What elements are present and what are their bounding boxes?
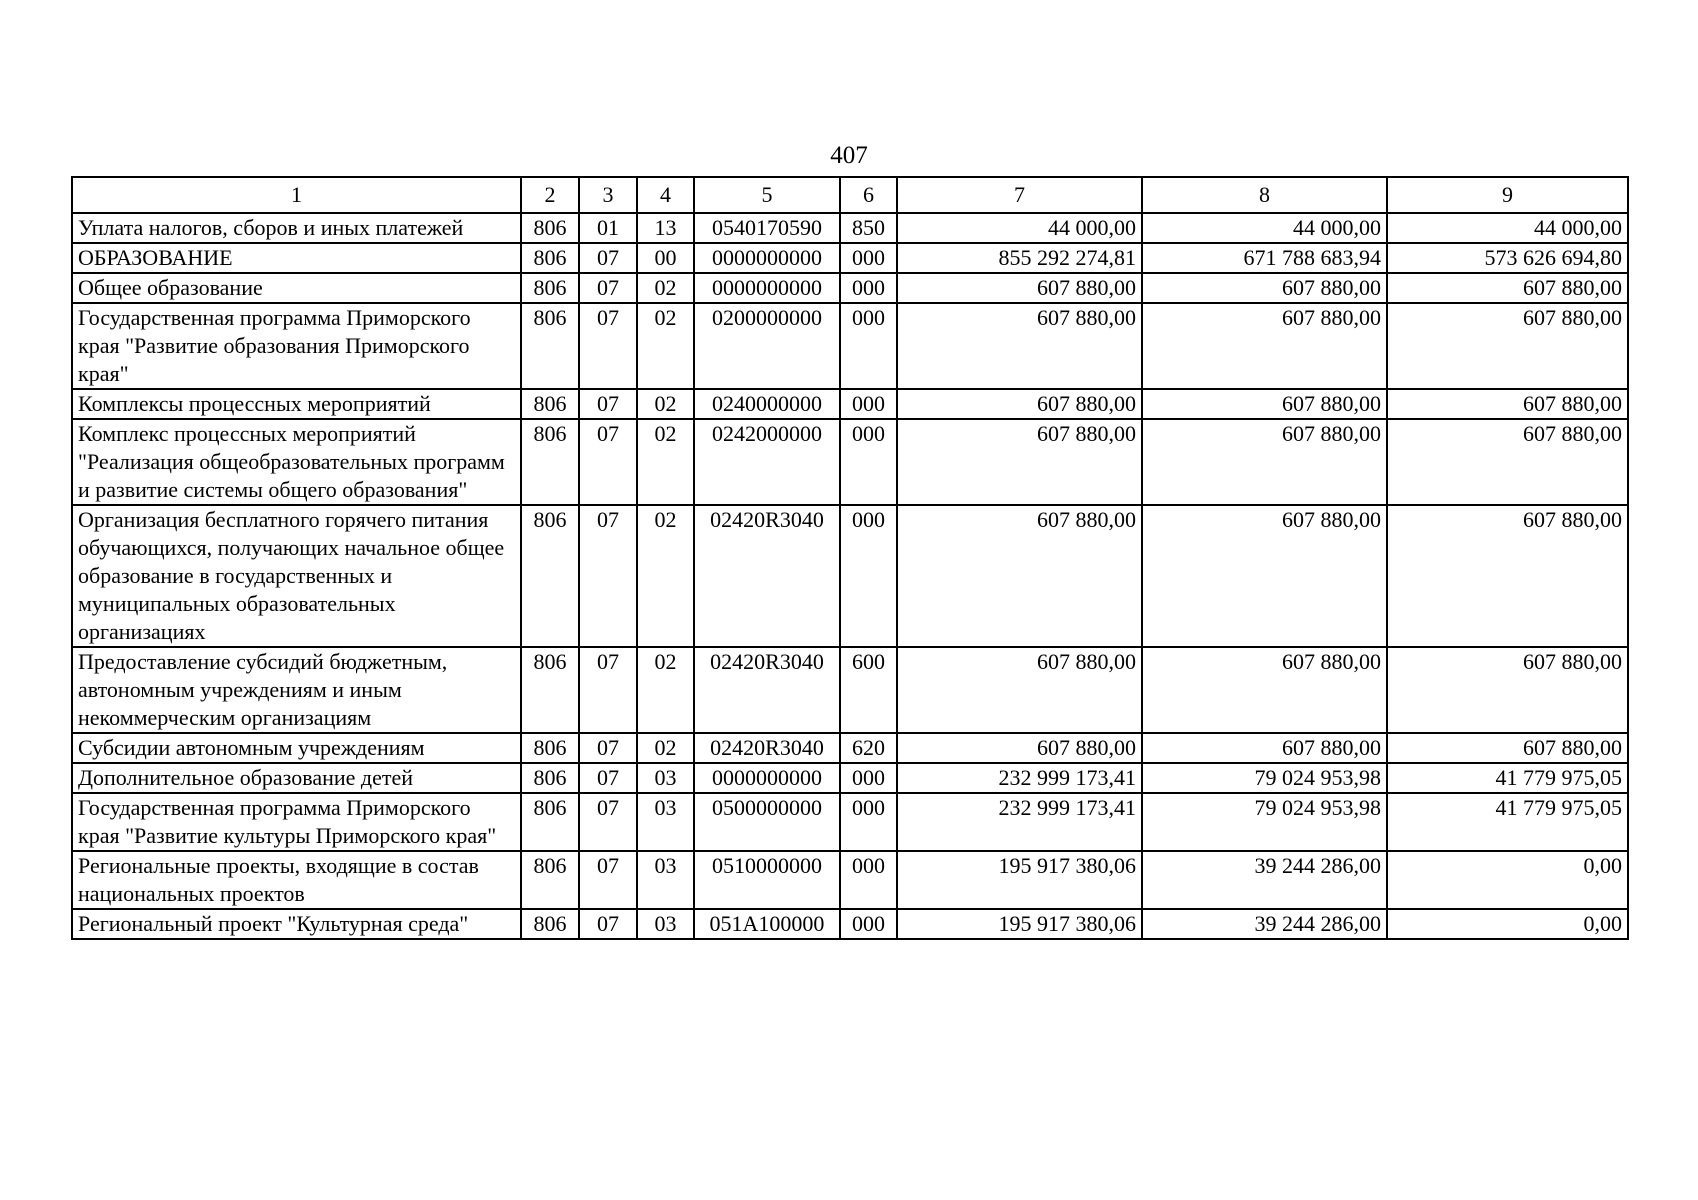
code-col-2: 806: [521, 389, 579, 419]
amount-col-7: 232 999 173,41: [897, 793, 1142, 851]
code-col-6: 000: [840, 505, 897, 647]
column-header: 2: [521, 177, 579, 213]
code-col-2: 806: [521, 419, 579, 505]
table-row: [72, 419, 1628, 505]
amount-col-8: 39 244 286,00: [1142, 851, 1387, 909]
code-col-3: 07: [579, 389, 637, 419]
code-col-3: 07: [579, 851, 637, 909]
amount-col-8: 44 000,00: [1142, 213, 1387, 243]
amount-col-9: 607 880,00: [1387, 647, 1628, 733]
page-number: 407: [830, 142, 868, 169]
code-col-3: 07: [579, 793, 637, 851]
table-header: [72, 177, 1628, 213]
table-row: [72, 243, 1628, 273]
row-name: Субсидии автономным учреждениям: [72, 733, 521, 763]
row-name: Комплекс процессных мероприятий "Реализация общеобразовательных программ и развитие системы общего образования": [72, 419, 521, 505]
code-col-5: 0500000000: [694, 793, 840, 851]
code-col-3: 07: [579, 419, 637, 505]
amount-col-7: 855 292 274,81: [897, 243, 1142, 273]
code-col-4: 03: [637, 763, 694, 793]
table-row: [72, 851, 1628, 909]
table-row: [72, 213, 1628, 243]
code-col-4: 02: [637, 647, 694, 733]
code-col-4: 03: [637, 909, 694, 939]
code-col-2: 806: [521, 909, 579, 939]
code-col-4: 02: [637, 389, 694, 419]
row-name: Государственная программа Приморского края "Развитие образования Приморского края": [72, 303, 521, 389]
amount-col-8: 607 880,00: [1142, 303, 1387, 389]
column-header: 1: [72, 177, 521, 213]
code-col-3: 07: [579, 273, 637, 303]
amount-col-7: 607 880,00: [897, 647, 1142, 733]
amount-col-9: 573 626 694,80: [1387, 243, 1628, 273]
column-header: 3: [579, 177, 637, 213]
row-name: Региональные проекты, входящие в состав национальных проектов: [72, 851, 521, 909]
code-col-3: 07: [579, 733, 637, 763]
amount-col-9: 0,00: [1387, 909, 1628, 939]
code-col-2: 806: [521, 213, 579, 243]
table-row: [72, 733, 1628, 763]
amount-col-8: 671 788 683,94: [1142, 243, 1387, 273]
amount-col-7: 607 880,00: [897, 303, 1142, 389]
code-col-5: 0200000000: [694, 303, 840, 389]
table-row: [72, 505, 1628, 647]
table-body: [72, 213, 1628, 939]
code-col-4: 00: [637, 243, 694, 273]
code-col-5: 0240000000: [694, 389, 840, 419]
amount-col-7: 607 880,00: [897, 389, 1142, 419]
code-col-5: 0000000000: [694, 763, 840, 793]
column-header: 6: [840, 177, 897, 213]
code-col-6: 000: [840, 303, 897, 389]
column-header: 9: [1387, 177, 1628, 213]
code-col-3: 01: [579, 213, 637, 243]
code-col-6: 000: [840, 243, 897, 273]
code-col-4: 02: [637, 419, 694, 505]
code-col-5: 0242000000: [694, 419, 840, 505]
amount-col-7: 607 880,00: [897, 733, 1142, 763]
code-col-2: 806: [521, 273, 579, 303]
code-col-5: 02420R3040: [694, 505, 840, 647]
table-row: [72, 273, 1628, 303]
table-row: [72, 647, 1628, 733]
code-col-2: 806: [521, 851, 579, 909]
amount-col-9: 607 880,00: [1387, 419, 1628, 505]
code-col-4: 02: [637, 505, 694, 647]
code-col-6: 000: [840, 851, 897, 909]
table-row: [72, 909, 1628, 939]
amount-col-9: 607 880,00: [1387, 273, 1628, 303]
column-header: 4: [637, 177, 694, 213]
code-col-2: 806: [521, 243, 579, 273]
code-col-2: 806: [521, 303, 579, 389]
code-col-4: 03: [637, 851, 694, 909]
code-col-6: 850: [840, 213, 897, 243]
code-col-5: 02420R3040: [694, 733, 840, 763]
row-name: Региональный проект "Культурная среда": [72, 909, 521, 939]
code-col-5: 0000000000: [694, 243, 840, 273]
amount-col-7: 607 880,00: [897, 273, 1142, 303]
row-name: ОБРАЗОВАНИЕ: [72, 243, 521, 273]
amount-col-8: 79 024 953,98: [1142, 793, 1387, 851]
row-name: Организация бесплатного горячего питания обучающихся, получающих начальное общее образование в государственных и муниципальных образовательных организациях: [72, 505, 521, 647]
code-col-3: 07: [579, 763, 637, 793]
code-col-6: 000: [840, 763, 897, 793]
amount-col-7: 607 880,00: [897, 419, 1142, 505]
code-col-4: 02: [637, 273, 694, 303]
code-col-4: 02: [637, 733, 694, 763]
code-col-2: 806: [521, 793, 579, 851]
code-col-2: 806: [521, 505, 579, 647]
amount-col-9: 607 880,00: [1387, 389, 1628, 419]
code-col-5: 0540170590: [694, 213, 840, 243]
table-row: [72, 793, 1628, 851]
code-col-2: 806: [521, 763, 579, 793]
code-col-5: 0510000000: [694, 851, 840, 909]
table-row: [72, 389, 1628, 419]
amount-col-8: 39 244 286,00: [1142, 909, 1387, 939]
row-name: Комплексы процессных мероприятий: [72, 389, 521, 419]
code-col-3: 07: [579, 647, 637, 733]
header-row: [72, 177, 1628, 213]
row-name: Предоставление субсидий бюджетным, автономным учреждениям и иным некоммерческим организациям: [72, 647, 521, 733]
amount-col-7: 607 880,00: [897, 505, 1142, 647]
amount-col-8: 607 880,00: [1142, 647, 1387, 733]
budget-table: [71, 176, 1629, 940]
code-col-6: 000: [840, 793, 897, 851]
code-col-5: 02420R3040: [694, 647, 840, 733]
column-header: 7: [897, 177, 1142, 213]
table-row: [72, 303, 1628, 389]
row-name: Государственная программа Приморского края "Развитие культуры Приморского края": [72, 793, 521, 851]
code-col-2: 806: [521, 733, 579, 763]
code-col-3: 07: [579, 909, 637, 939]
code-col-3: 07: [579, 505, 637, 647]
row-name: Дополнительное образование детей: [72, 763, 521, 793]
code-col-6: 620: [840, 733, 897, 763]
amount-col-8: 607 880,00: [1142, 419, 1387, 505]
code-col-6: 000: [840, 419, 897, 505]
amount-col-8: 607 880,00: [1142, 389, 1387, 419]
code-col-5: 051A100000: [694, 909, 840, 939]
amount-col-9: 0,00: [1387, 851, 1628, 909]
code-col-2: 806: [521, 647, 579, 733]
code-col-4: 02: [637, 303, 694, 389]
amount-col-7: 195 917 380,06: [897, 909, 1142, 939]
code-col-6: 000: [840, 909, 897, 939]
amount-col-9: 607 880,00: [1387, 303, 1628, 389]
row-name: Уплата налогов, сборов и иных платежей: [72, 213, 521, 243]
code-col-3: 07: [579, 243, 637, 273]
amount-col-8: 607 880,00: [1142, 505, 1387, 647]
amount-col-9: 41 779 975,05: [1387, 793, 1628, 851]
code-col-4: 03: [637, 793, 694, 851]
table-row: [72, 763, 1628, 793]
amount-col-9: 607 880,00: [1387, 733, 1628, 763]
column-header: 5: [694, 177, 840, 213]
amount-col-8: 607 880,00: [1142, 733, 1387, 763]
amount-col-7: 195 917 380,06: [897, 851, 1142, 909]
code-col-6: 000: [840, 273, 897, 303]
amount-col-8: 607 880,00: [1142, 273, 1387, 303]
code-col-6: 600: [840, 647, 897, 733]
code-col-3: 07: [579, 303, 637, 389]
code-col-6: 000: [840, 389, 897, 419]
column-header: 8: [1142, 177, 1387, 213]
amount-col-9: 607 880,00: [1387, 505, 1628, 647]
amount-col-9: 41 779 975,05: [1387, 763, 1628, 793]
amount-col-7: 44 000,00: [897, 213, 1142, 243]
amount-col-7: 232 999 173,41: [897, 763, 1142, 793]
amount-col-9: 44 000,00: [1387, 213, 1628, 243]
code-col-5: 0000000000: [694, 273, 840, 303]
amount-col-8: 79 024 953,98: [1142, 763, 1387, 793]
row-name: Общее образование: [72, 273, 521, 303]
code-col-4: 13: [637, 213, 694, 243]
